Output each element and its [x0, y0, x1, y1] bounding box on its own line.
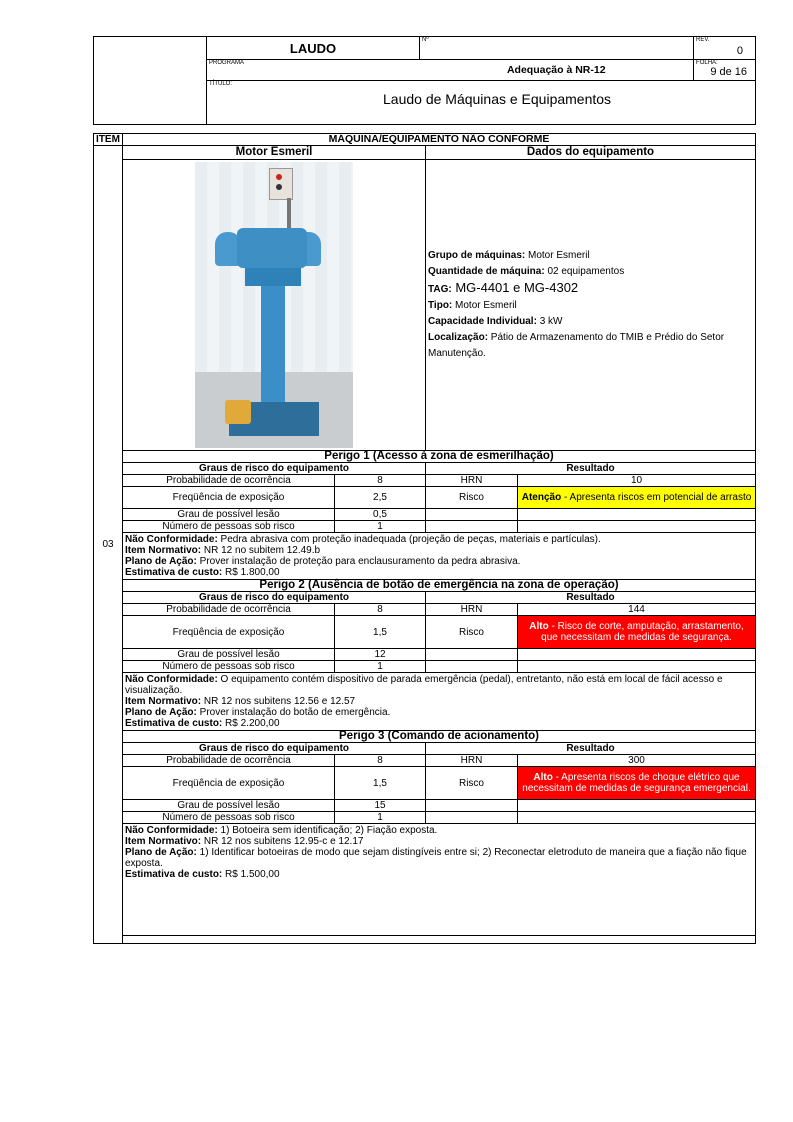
- revision-label: REV.: [696, 37, 710, 43]
- empty-cell: [518, 521, 756, 533]
- risk-degrees-header: Graus de risco do equipamento: [123, 743, 426, 755]
- exposure-label: Freqüência de exposição: [123, 767, 335, 800]
- injury-label: Grau de possível lesão: [123, 800, 335, 812]
- report-page: [93, 36, 755, 944]
- injury-label: Grau de possível lesão: [123, 509, 335, 521]
- grinder-table: [245, 268, 301, 286]
- hrn-label: HRN: [426, 755, 518, 767]
- exposure-value: 2,5: [335, 487, 426, 509]
- injury-value: 0,5: [335, 509, 426, 521]
- item-number: 03: [94, 146, 123, 944]
- hazard-title: Perigo 2 (Ausência de botão de emergência na zona de operação): [123, 580, 756, 592]
- probability-value: 8: [335, 475, 426, 487]
- doc-type: LAUDO: [207, 37, 420, 60]
- footer-spacer: [123, 936, 756, 944]
- title-label: TÍTULO:: [209, 81, 233, 87]
- revision-cell: [694, 37, 756, 60]
- program-label-cell: [207, 60, 420, 81]
- hazard-title: Perigo 3 (Comando de acionamento): [123, 731, 756, 743]
- exposure-value: 1,5: [335, 616, 426, 649]
- empty-cell: [518, 649, 756, 661]
- spec-line: TAG: MG-4401 e MG-4302: [428, 280, 579, 295]
- hrn-label: HRN: [426, 604, 518, 616]
- item-header: ITEM: [94, 134, 123, 146]
- hazard-notes: Não Conformidade: 1) Botoeira sem identificação; 2) Fiação exposta. Item Normativo: NR 12 nos subitens 12.95-c e 12.17 Plano de Ação: 1) Identificar botoeiras de modo que sejam distingíveis entre si; 2) Reconectar eletroduto de maneira que a fiação não fique exposta. Estimativa de custo: R$ 1.500,00: [123, 824, 756, 936]
- grinder-pedestal: [261, 286, 285, 406]
- risk-result-high: Alto - Risco de corte, amputação, arrastamento, que necessitam de medidas de segurança.: [518, 616, 756, 649]
- empty-cell: [426, 649, 518, 661]
- machine-report-table: [93, 133, 756, 944]
- empty-cell: [426, 521, 518, 533]
- hrn-label: HRN: [426, 475, 518, 487]
- program-value: Adequação à NR-12: [420, 60, 694, 81]
- hrn-value: 10: [518, 475, 756, 487]
- hazard-notes: Não Conformidade: O equipamento contém dispositivo de parada emergência (pedal), entretanto, não está em local de fácil acesso e visualização. Item Normativo: NR 12 nos subitens 12.56 e 12.57 Plano de Ação: Prover instalação do botão de emergência. Estimativa de custo: R$ 2.200,00: [123, 673, 756, 731]
- switch-red-button: [276, 174, 282, 180]
- sheet-value: 9 de 16: [710, 66, 748, 78]
- empty-cell: [518, 812, 756, 824]
- empty-cell: [518, 800, 756, 812]
- hazard-title: Perigo 1 (Acesso à zona de esmerilhação): [123, 451, 756, 463]
- result-header: Resultado: [426, 463, 756, 475]
- spec-line: Tipo: Motor Esmeril: [428, 300, 517, 311]
- probability-value: 8: [335, 604, 426, 616]
- result-header: Resultado: [426, 743, 756, 755]
- empty-cell: [518, 509, 756, 521]
- program-label: PROGRAMA: [209, 60, 245, 66]
- people-value: 1: [335, 812, 426, 824]
- switch-black-button: [276, 184, 282, 190]
- risk-degrees-header: Graus de risco do equipamento: [123, 463, 426, 475]
- title-value: Laudo de Máquinas e Equipamentos: [383, 91, 612, 107]
- risk-result-high: Alto - Apresenta riscos de choque elétrico que necessitam de medidas de segurança emergencial.: [518, 767, 756, 800]
- exposure-label: Freqüência de exposição: [123, 487, 335, 509]
- risk-degrees-header: Graus de risco do equipamento: [123, 592, 426, 604]
- doc-number-cell: [420, 37, 694, 60]
- hrn-value: 144: [518, 604, 756, 616]
- empty-cell: [426, 661, 518, 673]
- probability-label: Probabilidade de ocorrência: [123, 755, 335, 767]
- sheet-cell: [694, 60, 756, 81]
- document-header: [93, 36, 756, 125]
- risk-label: Risco: [426, 487, 518, 509]
- risk-label: Risco: [426, 616, 518, 649]
- probability-value: 8: [335, 755, 426, 767]
- spec-line: Localização: Pátio de Armazenamento do TMIB e Prédio do Setor Manutenção.: [428, 332, 725, 359]
- probability-label: Probabilidade de ocorrência: [123, 604, 335, 616]
- title-cell: [207, 81, 756, 125]
- people-label: Número de pessoas sob risco: [123, 661, 335, 673]
- sheet-label: FOLHA:: [696, 60, 718, 66]
- result-header: Resultado: [426, 592, 756, 604]
- revision-value: 0: [736, 45, 744, 57]
- empty-cell: [518, 661, 756, 673]
- risk-label: Risco: [426, 767, 518, 800]
- injury-label: Grau de possível lesão: [123, 649, 335, 661]
- emergency-pedal: [225, 400, 251, 424]
- equipment-specs: [426, 160, 756, 451]
- empty-cell: [426, 509, 518, 521]
- empty-cell: [426, 812, 518, 824]
- exposure-value: 1,5: [335, 767, 426, 800]
- spec-line: Quantidade de máquina: 02 equipamentos: [428, 266, 625, 277]
- injury-value: 15: [335, 800, 426, 812]
- doc-number-label: Nº: [422, 37, 429, 43]
- machine-name: Motor Esmeril: [123, 146, 426, 160]
- people-value: 1: [335, 521, 426, 533]
- logo-cell: [94, 37, 207, 125]
- spec-line: Grupo de máquinas: Motor Esmeril: [428, 250, 590, 261]
- data-title: Dados do equipamento: [426, 146, 756, 160]
- grinder-motor: [237, 228, 307, 268]
- empty-cell: [426, 800, 518, 812]
- hrn-value: 300: [518, 755, 756, 767]
- exposure-label: Freqüência de exposição: [123, 616, 335, 649]
- machine-photo-cell: [123, 160, 426, 451]
- hazard-notes: Não Conformidade: Pedra abrasiva com proteção inadequada (projeção de peças, materiais e partículas). Item Normativo: NR 12 no subitem 12.49.b Plano de Ação: Prover instalação de proteção para enclausuramento da pedra abrasiva. Estimativa de custo: R$ 1.800,00: [123, 533, 756, 580]
- people-label: Número de pessoas sob risco: [123, 521, 335, 533]
- risk-result-warning: Atenção - Apresenta riscos em potencial de arrasto: [518, 487, 756, 509]
- bench-grinder-photo: [195, 162, 353, 448]
- injury-value: 12: [335, 649, 426, 661]
- section-title: MÁQUINA/EQUIPAMENTO NÃO CONFORME: [123, 134, 756, 146]
- people-label: Número de pessoas sob risco: [123, 812, 335, 824]
- spec-line: Capacidade Individual: 3 kW: [428, 316, 563, 327]
- probability-label: Probabilidade de ocorrência: [123, 475, 335, 487]
- people-value: 1: [335, 661, 426, 673]
